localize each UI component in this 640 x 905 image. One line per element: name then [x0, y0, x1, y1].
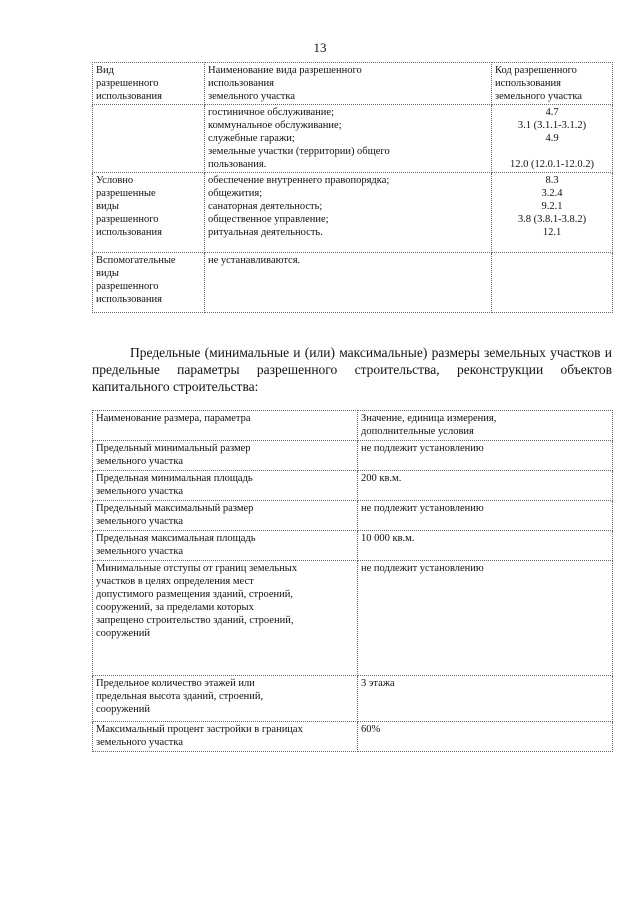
- page-number: 13: [313, 40, 327, 55]
- header-cell: Код разрешенного использования земельного участка: [492, 63, 613, 105]
- table-cell: 200 кв.м.: [358, 471, 613, 501]
- table-cell: не устанавливаются.: [205, 253, 492, 313]
- permitted-use-table: [92, 62, 613, 313]
- table-row: [93, 173, 613, 253]
- table-row: [93, 676, 613, 722]
- table-cell: гостиничное обслуживание; коммунальное обслуживание; служебные гаражи; земельные участки (территории) общего пользования.: [205, 105, 492, 173]
- table-cell: Предельный минимальный размер земельного участка: [93, 441, 358, 471]
- header-cell: Значение, единица измерения, дополнительные условия: [358, 411, 613, 441]
- table-cell: Предельное количество этажей или предельная высота зданий, строений, сооружений: [93, 676, 358, 722]
- table-header-row: [93, 411, 613, 441]
- table-row: [93, 253, 613, 313]
- table-header-row: [93, 63, 613, 105]
- table-row: [93, 501, 613, 531]
- table-cell: Предельный максимальный размер земельного участка: [93, 501, 358, 531]
- table-row: [93, 561, 613, 676]
- table-cell: Условно разрешенные виды разрешенного использования: [93, 173, 205, 253]
- table-row: [93, 531, 613, 561]
- header-cell: Наименование вида разрешенного использования земельного участка: [205, 63, 492, 105]
- table-cell: Максимальный процент застройки в границах земельного участка: [93, 722, 358, 752]
- table-cell: Минимальные отступы от границ земельных участков в целях определения мест допустимого размещения зданий, строений, сооружений, за пределами которых запрещено строительство зданий, строений, сооружений: [93, 561, 358, 676]
- table-cell: 60%: [358, 722, 613, 752]
- table-row: [93, 105, 613, 173]
- limits-paragraph: Предельные (минимальные и (или) максимальные) размеры земельных участков и предельные параметры разрешенного строительства, реконструкции объектов капитального строительства:: [92, 345, 612, 394]
- table-cell: Вспомогательные виды разрешенного использования: [93, 253, 205, 313]
- table-cell: не подлежит установлению: [358, 441, 613, 471]
- table-cell: обеспечение внутреннего правопорядка; общежития; санаторная деятельность; общественное управление; ритуальная деятельность.: [205, 173, 492, 253]
- table-cell: 4.7 3.1 (3.1.1-3.1.2) 4.9 12.0 (12.0.1-12.0.2): [492, 105, 613, 173]
- table-cell: Предельная минимальная площадь земельного участка: [93, 471, 358, 501]
- table-row: [93, 471, 613, 501]
- table-cell: [93, 105, 205, 173]
- header-cell: Вид разрешенного использования: [93, 63, 205, 105]
- table-row: [93, 441, 613, 471]
- header-cell: Наименование размера, параметра: [93, 411, 358, 441]
- table-cell: [492, 253, 613, 313]
- table-cell: 10 000 кв.м.: [358, 531, 613, 561]
- table-cell: не подлежит установлению: [358, 561, 613, 676]
- table-cell: 3 этажа: [358, 676, 613, 722]
- table-cell: Предельная максимальная площадь земельного участка: [93, 531, 358, 561]
- parameters-table: [92, 410, 613, 752]
- table-row: [93, 722, 613, 752]
- table-cell: 8.3 3.2.4 9.2.1 3.8 (3.8.1-3.8.2) 12.1: [492, 173, 613, 253]
- table-cell: не подлежит установлению: [358, 501, 613, 531]
